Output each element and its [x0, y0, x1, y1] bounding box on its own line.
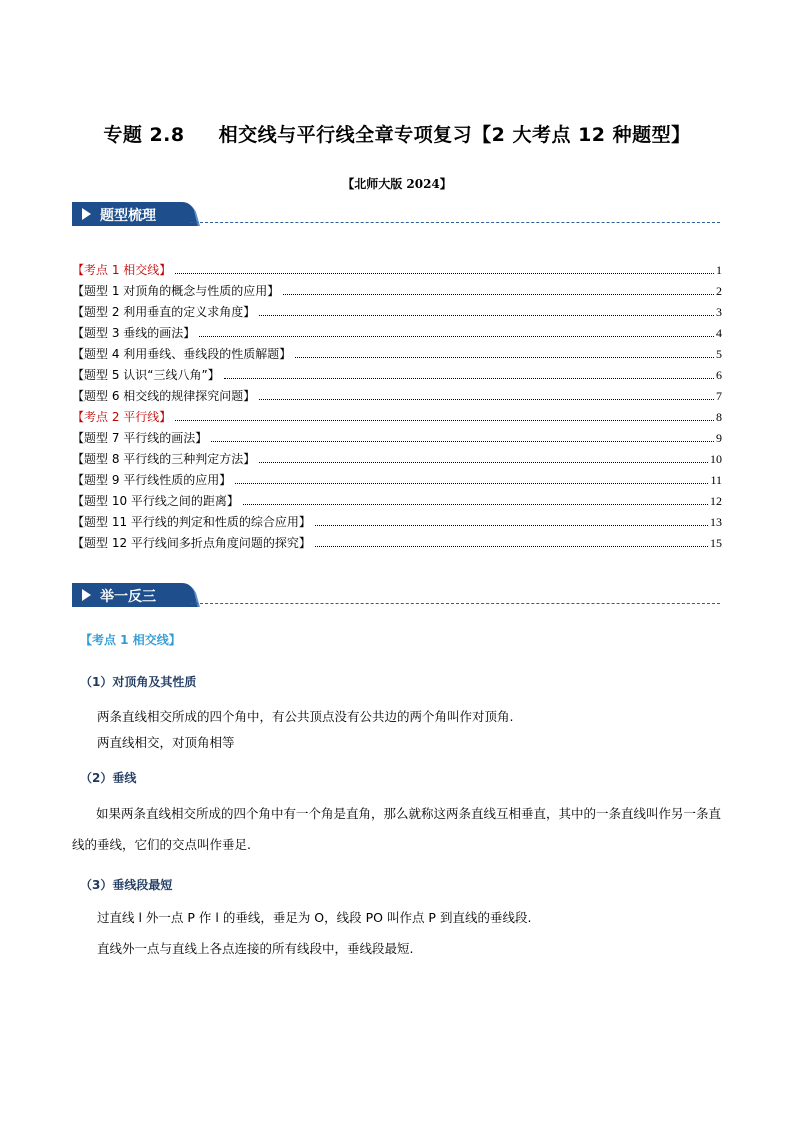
- section-title: 举一反三: [100, 589, 156, 605]
- toc-entry[interactable]: [72, 362, 722, 383]
- table-of-contents: [72, 257, 722, 551]
- paragraph: 两直线相交，对顶角相等: [97, 735, 235, 750]
- toc-leader-dots: [283, 294, 714, 295]
- toc-leader-dots: [199, 336, 714, 337]
- toc-page-number: 11: [710, 473, 722, 487]
- toc-page-number: 15: [710, 536, 722, 550]
- toc-entry[interactable]: [72, 488, 722, 509]
- toc-page-number: 5: [716, 347, 722, 361]
- title-number: 专题 2.8: [103, 124, 185, 146]
- toc-leader-dots: [175, 273, 714, 274]
- toc-entry-label: 【题型 8 平行线的三种判定方法】: [72, 452, 256, 466]
- play-arrow-icon: [82, 589, 91, 601]
- toc-leader-dots: [259, 315, 714, 316]
- toc-page-number: 4: [716, 326, 722, 340]
- toc-entry-label: 【考点 2 平行线】: [72, 410, 172, 424]
- subheading-shortest-segment: （3）垂线段最短: [80, 878, 173, 892]
- paragraph: 两条直线相交所成的四个角中，有公共顶点没有公共边的两个角叫作对顶角.: [97, 709, 514, 724]
- edition-label: 【北师大版 2024】: [342, 177, 452, 191]
- dashed-divider: [190, 222, 720, 223]
- document-title: [0, 120, 794, 147]
- toc-entry[interactable]: [72, 320, 722, 341]
- toc-leader-dots: [315, 525, 708, 526]
- toc-entry[interactable]: [72, 530, 722, 551]
- toc-entry-label: 【考点 1 相交线】: [72, 263, 172, 277]
- toc-page-number: 9: [716, 431, 722, 445]
- toc-entry-label: 【题型 12 平行线间多折点角度问题的探究】: [72, 536, 311, 550]
- toc-leader-dots: [175, 420, 714, 421]
- toc-page-number: 6: [716, 368, 722, 382]
- toc-leader-dots: [243, 504, 708, 505]
- toc-entry-label: 【题型 3 垂线的画法】: [72, 326, 196, 340]
- toc-page-number: 2: [716, 284, 722, 298]
- toc-leader-dots: [259, 399, 714, 400]
- paragraph: 如果两条直线相交所成的四个角中有一个角是直角，那么就称这两条直线互相垂直，其中的一条直线叫作另一条直线的垂线，它们的交点叫作垂足.: [72, 806, 722, 852]
- toc-leader-dots: [259, 462, 708, 463]
- toc-page-number: 8: [716, 410, 722, 424]
- toc-entry-label: 【题型 2 利用垂直的定义求角度】: [72, 305, 256, 319]
- toc-entry[interactable]: [72, 404, 722, 425]
- toc-entry-label: 【题型 11 平行线的判定和性质的综合应用】: [72, 515, 311, 529]
- toc-leader-dots: [295, 357, 714, 358]
- toc-leader-dots: [315, 546, 708, 547]
- section-bar-toc: [72, 202, 720, 226]
- toc-entry[interactable]: [72, 509, 722, 530]
- toc-entry[interactable]: [72, 425, 722, 446]
- toc-entry[interactable]: [72, 257, 722, 278]
- dashed-divider: [190, 603, 720, 604]
- toc-leader-dots: [235, 483, 708, 484]
- toc-entry-label: 【题型 10 平行线之间的距离】: [72, 494, 239, 508]
- toc-page-number: 13: [710, 515, 722, 529]
- toc-entry[interactable]: [72, 299, 722, 320]
- section-title: 题型梳理: [100, 208, 156, 224]
- section-tab: [72, 583, 192, 607]
- toc-entry-label: 【题型 1 对顶角的概念与性质的应用】: [72, 284, 280, 298]
- toc-entry-label: 【题型 6 相交线的规律探究问题】: [72, 389, 256, 403]
- toc-entry[interactable]: [72, 467, 722, 488]
- toc-entry-label: 【题型 7 平行线的画法】: [72, 431, 208, 445]
- toc-page-number: 1: [716, 263, 722, 277]
- toc-page-number: 7: [716, 389, 722, 403]
- toc-entry[interactable]: [72, 278, 722, 299]
- toc-entry[interactable]: [72, 383, 722, 404]
- toc-entry-label: 【题型 5 认识“三线八角”】: [72, 368, 220, 382]
- kaodian-heading: 【考点 1 相交线】: [80, 633, 181, 647]
- toc-entry[interactable]: [72, 446, 722, 467]
- section-bar-practice: [72, 583, 720, 607]
- toc-page-number: 10: [710, 452, 722, 466]
- toc-page-number: 12: [710, 494, 722, 508]
- play-arrow-icon: [82, 208, 91, 220]
- title-text: 相交线与平行线全章专项复习【2 大考点 12 种题型】: [218, 124, 691, 146]
- toc-entry[interactable]: [72, 341, 722, 362]
- toc-entry-label: 【题型 9 平行线性质的应用】: [72, 473, 232, 487]
- paragraph: 过直线 l 外一点 P 作 l 的垂线，垂足为 O，线段 PO 叫作点 P 到直线的垂线段.: [97, 910, 532, 925]
- paragraph: 直线外一点与直线上各点连接的所有线段中，垂线段最短.: [97, 941, 414, 956]
- toc-page-number: 3: [716, 305, 722, 319]
- subheading-vertical-angles: （1）对顶角及其性质: [80, 675, 197, 689]
- toc-leader-dots: [211, 441, 714, 442]
- subheading-perpendicular: （2）垂线: [80, 771, 137, 785]
- section-tab: [72, 202, 192, 226]
- toc-entry-label: 【题型 4 利用垂线、垂线段的性质解题】: [72, 347, 292, 361]
- toc-leader-dots: [224, 378, 714, 379]
